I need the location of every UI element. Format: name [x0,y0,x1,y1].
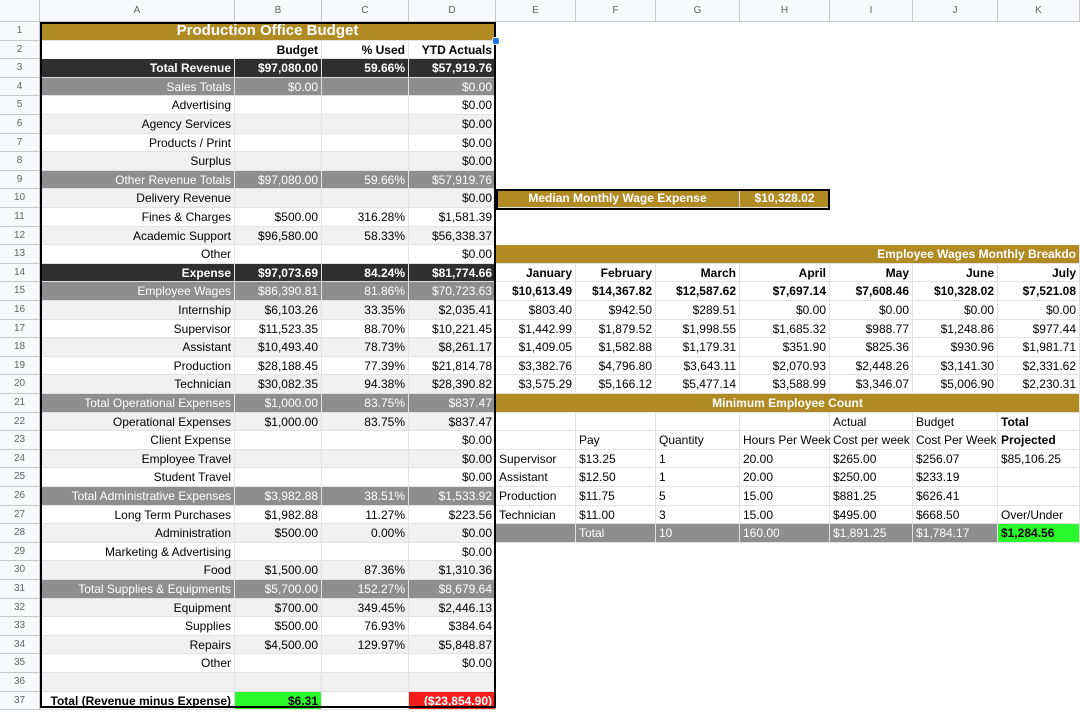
minimum-total-cell[interactable] [496,524,576,543]
minimum-cell[interactable]: 15.00 [740,506,830,525]
budget-title[interactable]: Production Office Budget [40,22,496,41]
wages-cell[interactable]: $3,643.11 [656,357,740,376]
wages-cell[interactable]: $2,331.62 [998,357,1080,376]
budget-row-value[interactable] [235,673,322,692]
minimum-header[interactable]: Projected [998,431,1080,450]
row-header-12[interactable]: 12 [0,227,40,246]
column-header-A[interactable]: A [40,0,235,22]
budget-row-value[interactable]: 76.93% [322,617,409,636]
budget-row-value[interactable]: 87.36% [322,561,409,580]
budget-row-value[interactable]: $97,073.69 [235,264,322,283]
budget-row-label[interactable]: Employee Wages [40,282,235,301]
budget-row-label[interactable]: Delivery Revenue [40,189,235,208]
row-header-14[interactable]: 14 [0,264,40,283]
budget-row-label[interactable]: Production [40,357,235,376]
budget-row-value[interactable]: $6,103.26 [235,301,322,320]
budget-row-value[interactable]: 0.00% [322,524,409,543]
row-header-1[interactable]: 1 [0,22,40,41]
wages-cell[interactable]: $289.51 [656,301,740,320]
row-header-2[interactable]: 2 [0,41,40,60]
minimum-header[interactable]: Actual [830,413,913,432]
budget-header[interactable]: YTD Actuals [409,41,496,60]
budget-row-value[interactable] [322,673,409,692]
minimum-cell[interactable]: 20.00 [740,450,830,469]
minimum-header[interactable]: Budget [913,413,998,432]
budget-row-value[interactable]: $0.00 [409,189,496,208]
budget-row-value[interactable] [322,189,409,208]
column-header-J[interactable]: J [913,0,998,22]
budget-row-label[interactable]: Food [40,561,235,580]
budget-row-value[interactable]: 33.35% [322,301,409,320]
row-header-8[interactable]: 8 [0,152,40,171]
budget-row-value[interactable]: $6.31 [235,692,322,711]
column-header-I[interactable]: I [830,0,913,22]
minimum-cell[interactable]: $12.50 [576,468,656,487]
budget-row-value[interactable] [322,134,409,153]
budget-row-value[interactable]: $5,848.87 [409,636,496,655]
wages-cell[interactable]: $1,685.32 [740,320,830,339]
selection-handle[interactable] [492,37,500,45]
minimum-cell[interactable]: 5 [656,487,740,506]
row-header-28[interactable]: 28 [0,524,40,543]
minimum-cell[interactable]: $265.00 [830,450,913,469]
budget-row-label[interactable]: Total Administrative Expenses [40,487,235,506]
minimum-cell[interactable]: Over/Under [998,506,1080,525]
budget-row-value[interactable]: $1,581.39 [409,208,496,227]
budget-row-value[interactable]: 58.33% [322,227,409,246]
minimum-cell[interactable] [998,487,1080,506]
budget-row-value[interactable]: $837.47 [409,394,496,413]
budget-row-value[interactable]: $8,679.64 [409,580,496,599]
budget-row-label[interactable]: Other [40,654,235,673]
budget-row-label[interactable]: Long Term Purchases [40,506,235,525]
row-header-33[interactable]: 33 [0,617,40,636]
minimum-cell[interactable]: $85,106.25 [998,450,1080,469]
budget-row-value[interactable] [322,468,409,487]
minimum-cell[interactable]: $626.41 [913,487,998,506]
budget-row-value[interactable]: $96,580.00 [235,227,322,246]
row-header-25[interactable]: 25 [0,468,40,487]
budget-row-value[interactable] [235,115,322,134]
wages-cell[interactable]: $2,230.31 [998,375,1080,394]
budget-row-value[interactable]: $0.00 [409,468,496,487]
budget-row-value[interactable]: $500.00 [235,208,322,227]
budget-row-value[interactable] [235,134,322,153]
wages-cell[interactable]: $4,796.80 [576,357,656,376]
budget-row-value[interactable]: $86,390.81 [235,282,322,301]
wages-breakdown-title[interactable]: Employee Wages Monthly Breakdo [496,245,1080,264]
minimum-header[interactable]: Hours Per Week [740,431,830,450]
budget-row-value[interactable] [322,654,409,673]
budget-row-label[interactable]: Equipment [40,599,235,618]
wages-cell[interactable]: $930.96 [913,338,998,357]
budget-row-value[interactable]: $500.00 [235,524,322,543]
column-header-F[interactable]: F [576,0,656,22]
budget-row-value[interactable]: 83.75% [322,394,409,413]
minimum-cell[interactable]: $11.00 [576,506,656,525]
wages-cell[interactable]: $0.00 [830,301,913,320]
budget-row-value[interactable] [322,78,409,97]
budget-row-label[interactable]: Employee Travel [40,450,235,469]
budget-row-value[interactable]: 152.27% [322,580,409,599]
budget-row-value[interactable] [235,543,322,562]
budget-row-value[interactable]: 316.28% [322,208,409,227]
row-header-34[interactable]: 34 [0,636,40,655]
minimum-header[interactable] [496,431,576,450]
budget-row-value[interactable]: $0.00 [409,245,496,264]
row-header-17[interactable]: 17 [0,320,40,339]
budget-row-value[interactable]: $1,000.00 [235,413,322,432]
budget-row-value[interactable] [322,96,409,115]
wages-cell[interactable]: $7,608.46 [830,282,913,301]
budget-row-value[interactable] [322,431,409,450]
column-header-G[interactable]: G [656,0,740,22]
wages-cell[interactable]: $2,448.26 [830,357,913,376]
budget-row-label[interactable]: Academic Support [40,227,235,246]
minimum-header[interactable]: Cost per week [830,431,913,450]
budget-row-value[interactable]: $1,000.00 [235,394,322,413]
wages-cell[interactable]: $1,998.55 [656,320,740,339]
budget-row-label[interactable]: Other [40,245,235,264]
budget-row-value[interactable] [235,96,322,115]
column-header-B[interactable]: B [235,0,322,22]
wages-cell[interactable]: $14,367.82 [576,282,656,301]
row-header-16[interactable]: 16 [0,301,40,320]
budget-row-value[interactable] [322,543,409,562]
budget-row-label[interactable]: Repairs [40,636,235,655]
budget-row-value[interactable]: $11,523.35 [235,320,322,339]
budget-row-value[interactable]: $1,500.00 [235,561,322,580]
row-header-7[interactable]: 7 [0,134,40,153]
budget-row-value[interactable] [322,450,409,469]
minimum-cell[interactable]: Assistant [496,468,576,487]
budget-row-label[interactable]: Expense [40,264,235,283]
budget-row-value[interactable]: 129.97% [322,636,409,655]
budget-row-value[interactable]: $0.00 [409,78,496,97]
row-header-6[interactable]: 6 [0,115,40,134]
budget-row-value[interactable]: $5,700.00 [235,580,322,599]
budget-row-value[interactable]: $384.64 [409,617,496,636]
budget-row-value[interactable]: 77.39% [322,357,409,376]
wages-cell[interactable]: $3,382.76 [496,357,576,376]
wages-cell[interactable]: $12,587.62 [656,282,740,301]
budget-row-value[interactable] [322,152,409,171]
budget-row-label[interactable]: Sales Totals [40,78,235,97]
budget-header[interactable]: % Used [322,41,409,60]
row-header-27[interactable]: 27 [0,506,40,525]
row-header-26[interactable]: 26 [0,487,40,506]
budget-row-value[interactable]: $21,814.78 [409,357,496,376]
row-header-30[interactable]: 30 [0,561,40,580]
budget-row-label[interactable]: Total Operational Expenses [40,394,235,413]
row-header-35[interactable]: 35 [0,654,40,673]
budget-row-value[interactable]: $0.00 [409,115,496,134]
minimum-employee-title[interactable]: Minimum Employee Count [496,394,1080,413]
minimum-cell[interactable]: $11.75 [576,487,656,506]
minimum-cell[interactable]: $256.07 [913,450,998,469]
median-wage-label[interactable]: Median Monthly Wage Expense [496,189,740,208]
budget-row-label[interactable]: Operational Expenses [40,413,235,432]
budget-row-value[interactable]: $0.00 [409,152,496,171]
budget-row-value[interactable] [322,115,409,134]
row-header-11[interactable]: 11 [0,208,40,227]
row-header-13[interactable]: 13 [0,245,40,264]
row-header-32[interactable]: 32 [0,599,40,618]
budget-row-label[interactable]: Agency Services [40,115,235,134]
budget-row-value[interactable] [322,245,409,264]
wages-cell[interactable]: $1,248.86 [913,320,998,339]
budget-row-label[interactable]: Marketing & Advertising [40,543,235,562]
wages-month-header[interactable]: July [998,264,1080,283]
budget-row-value[interactable]: $0.00 [409,543,496,562]
row-header-18[interactable]: 18 [0,338,40,357]
wages-month-header[interactable]: February [576,264,656,283]
minimum-header[interactable]: Cost Per Week [913,431,998,450]
budget-row-value[interactable]: $3,982.88 [235,487,322,506]
budget-row-value[interactable]: $0.00 [409,524,496,543]
wages-month-header[interactable]: January [496,264,576,283]
budget-row-label[interactable]: Administration [40,524,235,543]
wages-cell[interactable]: $0.00 [740,301,830,320]
budget-row-value[interactable]: $81,774.66 [409,264,496,283]
column-header-E[interactable]: E [496,0,576,22]
budget-row-label[interactable]: Student Travel [40,468,235,487]
minimum-cell[interactable]: 3 [656,506,740,525]
minimum-total-cell[interactable]: 10 [656,524,740,543]
budget-row-value[interactable]: $500.00 [235,617,322,636]
wages-month-header[interactable]: April [740,264,830,283]
budget-row-label[interactable]: Advertising [40,96,235,115]
budget-row-label[interactable]: Products / Print [40,134,235,153]
wages-cell[interactable]: $1,442.99 [496,320,576,339]
budget-row-value[interactable]: $0.00 [409,450,496,469]
budget-row-value[interactable]: $700.00 [235,599,322,618]
budget-row-value[interactable]: $97,080.00 [235,59,322,78]
budget-row-value[interactable]: $97,080.00 [235,171,322,190]
minimum-cell[interactable]: 15.00 [740,487,830,506]
wages-cell[interactable]: $7,521.08 [998,282,1080,301]
wages-cell[interactable]: $0.00 [998,301,1080,320]
budget-row-value[interactable] [235,431,322,450]
row-header-10[interactable]: 10 [0,189,40,208]
budget-row-value[interactable]: 84.24% [322,264,409,283]
wages-month-header[interactable]: May [830,264,913,283]
row-header-21[interactable]: 21 [0,394,40,413]
budget-row-value[interactable]: 59.66% [322,59,409,78]
budget-row-label[interactable]: Assistant [40,338,235,357]
row-header-31[interactable]: 31 [0,580,40,599]
row-header-29[interactable]: 29 [0,543,40,562]
budget-row-label[interactable]: Fines & Charges [40,208,235,227]
wages-cell[interactable]: $5,166.12 [576,375,656,394]
minimum-cell[interactable]: $668.50 [913,506,998,525]
minimum-header[interactable]: Quantity [656,431,740,450]
wages-cell[interactable]: $0.00 [913,301,998,320]
minimum-total-cell[interactable]: $1,891.25 [830,524,913,543]
row-header-9[interactable]: 9 [0,171,40,190]
row-header-36[interactable]: 36 [0,673,40,692]
budget-row-value[interactable]: $70,723.63 [409,282,496,301]
budget-row-value[interactable]: $1,310.36 [409,561,496,580]
minimum-header[interactable] [576,413,656,432]
budget-row-value[interactable]: $0.00 [409,134,496,153]
minimum-cell[interactable]: $13.25 [576,450,656,469]
minimum-cell[interactable] [998,468,1080,487]
budget-row-label[interactable]: Technician [40,375,235,394]
budget-row-value[interactable]: 349.45% [322,599,409,618]
budget-row-value[interactable]: 83.75% [322,413,409,432]
wages-cell[interactable]: $825.36 [830,338,913,357]
minimum-cell[interactable]: Production [496,487,576,506]
wages-cell[interactable]: $1,179.31 [656,338,740,357]
budget-row-value[interactable]: $4,500.00 [235,636,322,655]
wages-cell[interactable]: $7,697.14 [740,282,830,301]
budget-row-value[interactable]: 38.51% [322,487,409,506]
budget-row-value[interactable]: $8,261.17 [409,338,496,357]
budget-row-value[interactable] [322,692,409,711]
minimum-header[interactable] [656,413,740,432]
median-wage-value[interactable]: $10,328.02 [740,189,830,208]
minimum-cell[interactable]: 1 [656,468,740,487]
budget-row-label[interactable]: Total Supplies & Equipments [40,580,235,599]
minimum-header[interactable]: Pay [576,431,656,450]
column-header-C[interactable]: C [322,0,409,22]
wages-cell[interactable]: $3,141.30 [913,357,998,376]
budget-row-value[interactable]: 78.73% [322,338,409,357]
minimum-total-cell[interactable]: $1,784.17 [913,524,998,543]
minimum-header[interactable] [496,413,576,432]
row-header-23[interactable]: 23 [0,431,40,450]
wages-cell[interactable]: $1,582.88 [576,338,656,357]
budget-row-value[interactable]: $10,493.40 [235,338,322,357]
wages-month-header[interactable]: March [656,264,740,283]
minimum-cell[interactable]: $495.00 [830,506,913,525]
budget-row-value[interactable]: $223.56 [409,506,496,525]
budget-row-value[interactable]: $10,221.45 [409,320,496,339]
budget-row-value[interactable]: $2,035.41 [409,301,496,320]
budget-row-value[interactable]: $2,446.13 [409,599,496,618]
budget-row-label[interactable]: Total (Revenue minus Expense) [40,692,235,711]
wages-cell[interactable]: $5,477.14 [656,375,740,394]
wages-cell[interactable]: $977.44 [998,320,1080,339]
column-header-D[interactable]: D [409,0,496,22]
wages-cell[interactable]: $1,879.52 [576,320,656,339]
budget-row-value[interactable]: $0.00 [409,96,496,115]
wages-cell[interactable]: $1,409.05 [496,338,576,357]
budget-row-value[interactable]: 88.70% [322,320,409,339]
row-header-20[interactable]: 20 [0,375,40,394]
minimum-total-cell[interactable]: Total [576,524,656,543]
minimum-cell[interactable]: 20.00 [740,468,830,487]
minimum-header[interactable]: Total [998,413,1080,432]
wages-cell[interactable]: $3,346.07 [830,375,913,394]
budget-row-value[interactable] [235,450,322,469]
budget-row-value[interactable]: $0.00 [235,78,322,97]
budget-row-value[interactable]: $1,533.92 [409,487,496,506]
wages-month-header[interactable]: June [913,264,998,283]
budget-row-label[interactable]: Internship [40,301,235,320]
budget-row-value[interactable]: 81.86% [322,282,409,301]
wages-cell[interactable]: $942.50 [576,301,656,320]
row-header-5[interactable]: 5 [0,96,40,115]
budget-row-value[interactable]: $0.00 [409,654,496,673]
wages-cell[interactable]: $10,328.02 [913,282,998,301]
row-header-19[interactable]: 19 [0,357,40,376]
budget-row-label[interactable]: Supervisor [40,320,235,339]
row-header-22[interactable]: 22 [0,413,40,432]
budget-row-value[interactable]: $28,390.82 [409,375,496,394]
budget-row-value[interactable]: 11.27% [322,506,409,525]
budget-row-label[interactable] [40,673,235,692]
minimum-cell[interactable]: $881.25 [830,487,913,506]
wages-cell[interactable]: $1,981.71 [998,338,1080,357]
budget-row-value[interactable] [235,152,322,171]
budget-row-value[interactable]: $1,982.88 [235,506,322,525]
wages-cell[interactable]: $10,613.49 [496,282,576,301]
corner-select-all[interactable] [0,0,40,22]
budget-row-value[interactable]: $0.00 [409,431,496,450]
row-header-15[interactable]: 15 [0,282,40,301]
budget-row-value[interactable]: $57,919.76 [409,59,496,78]
row-header-24[interactable]: 24 [0,450,40,469]
budget-row-value[interactable] [235,468,322,487]
budget-row-value[interactable]: $56,338.37 [409,227,496,246]
column-header-H[interactable]: H [740,0,830,22]
row-header-3[interactable]: 3 [0,59,40,78]
wages-cell[interactable]: $988.77 [830,320,913,339]
row-header-4[interactable]: 4 [0,78,40,97]
budget-row-label[interactable]: Surplus [40,152,235,171]
wages-cell[interactable]: $3,588.99 [740,375,830,394]
budget-row-value[interactable] [235,245,322,264]
minimum-cell[interactable]: Technician [496,506,576,525]
minimum-cell[interactable]: Supervisor [496,450,576,469]
minimum-total-cell[interactable]: $1,284.56 [998,524,1080,543]
budget-row-label[interactable]: Other Revenue Totals [40,171,235,190]
wages-cell[interactable]: $3,575.29 [496,375,576,394]
minimum-cell[interactable]: 1 [656,450,740,469]
wages-cell[interactable]: $5,006.90 [913,375,998,394]
budget-row-label[interactable]: Client Expense [40,431,235,450]
budget-row-value[interactable]: $57,919.76 [409,171,496,190]
budget-row-label[interactable]: Supplies [40,617,235,636]
budget-row-value[interactable]: 94.38% [322,375,409,394]
row-header-37[interactable]: 37 [0,692,40,711]
budget-row-value[interactable]: $28,188.45 [235,357,322,376]
minimum-total-cell[interactable]: 160.00 [740,524,830,543]
minimum-cell[interactable]: $233.19 [913,468,998,487]
wages-cell[interactable]: $2,070.93 [740,357,830,376]
wages-cell[interactable]: $803.40 [496,301,576,320]
budget-header[interactable]: Budget [235,41,322,60]
budget-row-label[interactable]: Total Revenue [40,59,235,78]
budget-row-value[interactable] [235,189,322,208]
minimum-cell[interactable]: $250.00 [830,468,913,487]
budget-row-value[interactable]: $30,082.35 [235,375,322,394]
budget-row-value[interactable]: ($23,854.90) [409,692,496,711]
wages-cell[interactable]: $351.90 [740,338,830,357]
budget-row-value[interactable] [409,673,496,692]
budget-row-value[interactable]: 59.66% [322,171,409,190]
minimum-header[interactable] [740,413,830,432]
budget-row-value[interactable] [235,654,322,673]
column-header-K[interactable]: K [998,0,1080,22]
budget-row-value[interactable]: $837.47 [409,413,496,432]
